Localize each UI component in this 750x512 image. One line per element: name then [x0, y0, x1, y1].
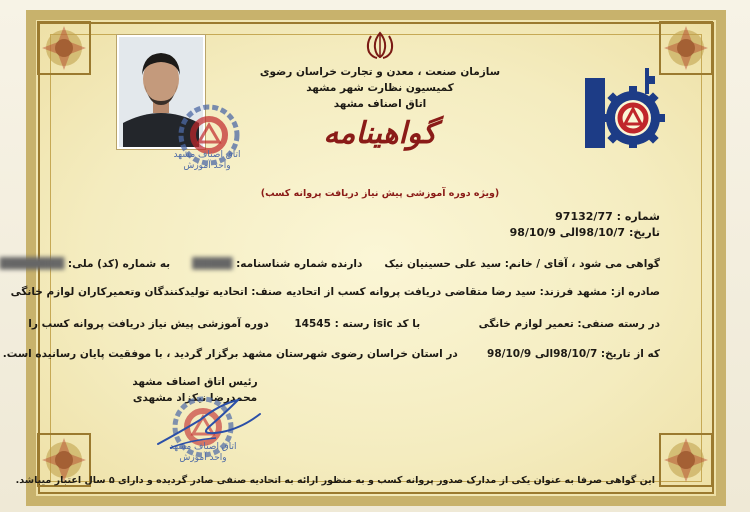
national-code-redacted: ████████ — [0, 258, 65, 270]
corner-ornament-top-left — [36, 20, 92, 76]
guild-logo-icon — [583, 60, 669, 150]
id-number-label: دارنده شماره شناسنامه: — [236, 258, 363, 270]
header-line1: سازمان صنعت ، معدن و تجارت خراسان رضوی — [259, 66, 501, 78]
from-date-value: 98/10/7الی 98/10/9 — [487, 348, 598, 360]
course-text: دوره آموزشی پیش نیاز دریافت پروانه کسب را — [28, 318, 269, 330]
date-label: تاریخ: — [628, 226, 660, 239]
id-number-redacted: █████ — [192, 258, 233, 270]
completion-text: در استان خراسان رضوی شهرستان مشهد برگزار گردید ، با موفقیت پایان رسانیده است. — [2, 348, 458, 360]
seal-bottom-text-line2: واحد آموزش — [179, 453, 227, 463]
certificate-date — [510, 226, 660, 239]
header-line3: اتاق اصناف مشهد — [333, 98, 427, 110]
corner-ornament-bottom-right — [658, 432, 714, 488]
seal-bottom-text-line1: اتاق اصناف مشهد — [169, 442, 237, 452]
isic-label: با کد isic رسته : — [334, 318, 421, 330]
seal-text-line1: اتاق اصناف مشهد — [173, 150, 241, 160]
isic-code: 14545 — [294, 318, 331, 330]
body-line4 — [2, 348, 660, 360]
certificate-title: گواهینامه — [323, 116, 437, 151]
certificate-subtitle: (ویژه دوره آموزشی پیش نیاز دریافت پروانه کسب) — [260, 188, 500, 199]
seal-text-line2: واحد آموزش — [183, 161, 231, 171]
certificate-number — [555, 210, 660, 223]
signature-name: محمدرضا نیکزاد مشهدی — [132, 392, 258, 404]
body-line2: صادره از: مشهد فرزند: سید رضا متقاضی دریافت پروانه کسب از اتحادیه صنف: اتحادیه تولیدکنندگان وتعمیرکاران لوازم خانگی — [10, 286, 660, 298]
signature-title: رئیس اتاق اصناف مشهد — [132, 376, 258, 388]
handwritten-signature — [150, 392, 270, 452]
number-value: 97132/77 — [555, 210, 613, 223]
national-code-label: به شماره (کد) ملی: — [67, 258, 171, 270]
number-label: شماره : — [616, 210, 660, 223]
date-value: 98/10/7الی 98/10/9 — [509, 226, 626, 239]
from-date-label: که از تاریخ: — [600, 348, 660, 360]
footer-note: این گواهی صرفا به عنوان یکی از مدارک صدور پروانه کسب و به منظور ارائه به اتحادیه صنفی صادر گردیده و دارای ۵ سال اعتبار میباشد. — [15, 475, 655, 486]
guild-category: در رسته صنفی: تعمیر لوازم خانگی — [478, 318, 660, 330]
recipient-name: گواهی می شود ، آقای / خانم: سید علی حسینیان نیک — [384, 258, 660, 270]
header-line2: کمیسیون نظارت شهر مشهد — [306, 82, 454, 94]
body-line3 — [28, 318, 660, 330]
iran-emblem-icon — [363, 30, 397, 60]
body-line1 — [0, 258, 660, 270]
